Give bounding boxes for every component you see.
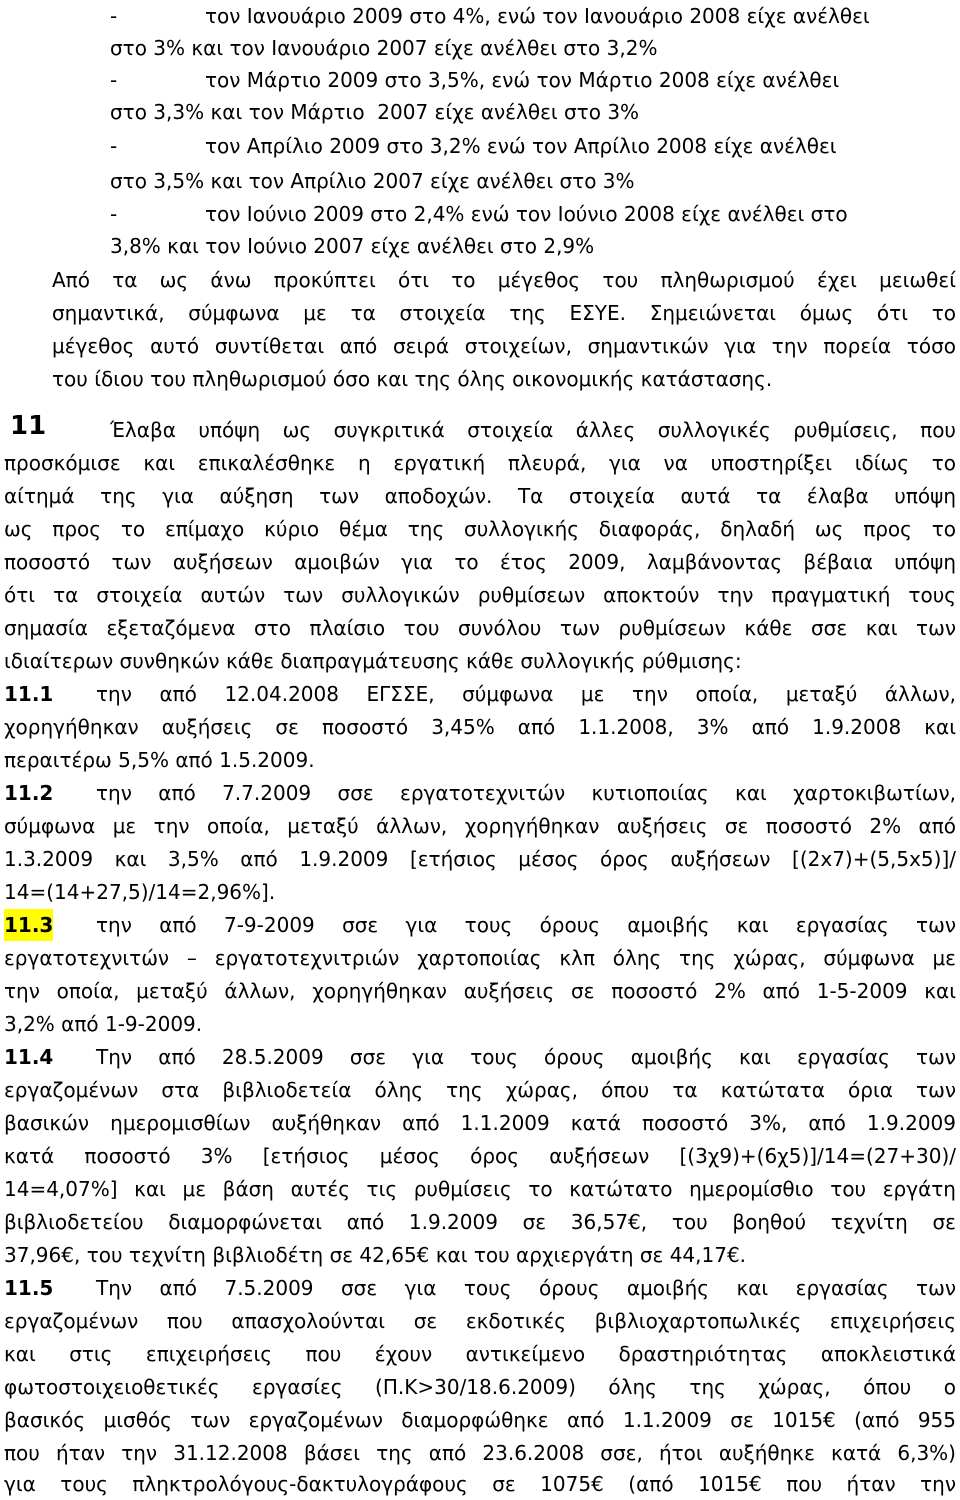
bullet-text-cont: 3,8% και τον Ιούνιο 2007 είχε ανέλθει στο 2,9% <box>110 234 595 258</box>
bullet-text: τον Ιανουάριο 2009 στο 4%, ενώ τον Ιανουάριο 2008 είχε ανέλθει <box>205 4 870 28</box>
item-line: χορηγήθηκαν αυξήσεις σε ποσοστό 3,45% από 1.1.2008, 3% από 1.9.2008 και <box>4 715 956 739</box>
section-line: σημασία εξεταζόμενα στο πλαίσιο του συνόλου των ρυθμίσεων κάθε σσε και των <box>4 616 956 640</box>
item-number: 11.1 <box>4 682 54 706</box>
item-number: 11.5 <box>4 1276 54 1300</box>
bullet-text-cont: στο 3,3% και τον Μάρτιο 2007 είχε ανέλθει στο 3% <box>110 100 640 124</box>
item-number: 11.2 <box>4 781 54 805</box>
paragraph-line: σημαντικά, σύμφωνα με τα στοιχεία της ΕΣΥΕ. Σημειώνεται όμως ότι το <box>52 301 956 325</box>
item-line: 1.3.2009 και 3,5% από 1.9.2009 [ετήσιος μέσος όρος αυξήσεων [(2x7)+(5,5x5)]/ <box>4 847 956 871</box>
item-line: σύμφωνα με την οποία, μεταξύ άλλων, χορηγήθηκαν αυξήσεις σε ποσοστό 2% από <box>4 814 956 838</box>
item-number: 11.4 <box>4 1045 54 1069</box>
bullet-dash: - <box>110 68 118 92</box>
item-line: κατά ποσοστό 3% [ετήσιος μέσος όρος αυξήσεων [(3χ9)+(6χ5)]/14=(27+30)/ <box>4 1144 956 1168</box>
item-line: 3,2% από 1-9-2009. <box>4 1012 203 1036</box>
bullet-dash: - <box>110 4 118 28</box>
item-line: περαιτέρω 5,5% από 1.5.2009. <box>4 748 315 772</box>
bullet-text-cont: στο 3,5% και τον Απρίλιο 2007 είχε ανέλθει στο 3% <box>110 169 635 193</box>
item-line: για τους πληκτρολόγους-δακτυλογράφους σε 1075€ (από 1015€ που ήταν την <box>4 1472 956 1496</box>
item-line: 14=(14+27,5)/14=2,96%]. <box>4 880 276 904</box>
section-number: 11 <box>10 411 47 441</box>
section-line: ως προς το επίμαχο κύριο θέμα της συλλογικής διαφοράς, δηλαδή ως προς το <box>4 517 956 541</box>
item-first-line: Την από 28.5.2009 σσε για τους όρους αμοιβής και εργασίας των <box>96 1045 956 1069</box>
section-first-line: Έλαβα υπόψη ως συγκριτικά στοιχεία άλλες συλλογικές ρυθμίσεις, που <box>110 418 956 442</box>
section-line: ιδιαίτερων συνθηκών κάθε διαπραγμάτευσης κάθε συλλογικής ρύθμισης: <box>4 649 742 673</box>
section-line: ποσοστό των αυξήσεων αμοιβών για το έτος 2009, λαμβάνοντας βέβαια υπόψη <box>4 550 956 574</box>
item-line: εργατοτεχνιτών – εργατοτεχνιτριών χαρτοποιίας κλπ όλης της χώρας, σύμφωνα με <box>4 946 956 970</box>
item-line: βιβλιοδετείου διαμορφώνεται από 1.9.2009 σε 36,57€, του βοηθού τεχνίτη σε <box>4 1210 956 1234</box>
item-first-line: την από 7.7.2009 σσε εργατοτεχνιτών κυτιοποιίας και χαρτοκιβωτίων, <box>96 781 956 805</box>
item-line: εργαζομένων που απασχολούνται σε εκδοτικές βιβλιοχαρτοπωλικές επιχειρήσεις <box>4 1309 956 1333</box>
bullet-dash: - <box>110 134 118 158</box>
item-line: φωτοστοιχειοθετικές εργασίες (Π.Κ>30/18.6.2009) όλης της χώρας, όπου ο <box>4 1375 956 1399</box>
bullet-text: τον Ιούνιο 2009 στο 2,4% ενώ τον Ιούνιο 2008 είχε ανέλθει στο <box>205 202 848 226</box>
item-line: και στις επιχειρήσεις που έχουν αντικείμενο δραστηριότητας αποκλειστικά <box>4 1342 956 1366</box>
bullet-dash: - <box>110 202 118 226</box>
item-line: που ήταν την 31.12.2008 βάσει της από 23.6.2008 σσε, ήτοι αυξήθηκε κατά 6,3%) <box>4 1441 956 1465</box>
paragraph-line: μέγεθος αυτό συντίθεται από σειρά στοιχείων, σημαντικών για την πορεία τόσο <box>52 334 956 358</box>
bullet-text: τον Απρίλιο 2009 στο 3,2% ενώ τον Απρίλιο 2008 είχε ανέλθει <box>205 134 837 158</box>
section-line: ότι τα στοιχεία αυτών των συλλογικών ρυθμίσεων αποκτούν την πραγματική τους <box>4 583 956 607</box>
item-line: 37,96€, του τεχνίτη βιβλιοδέτη σε 42,65€ και του αρχιεργάτη σε 44,17€. <box>4 1243 747 1267</box>
item-first-line: την από 7-9-2009 σσε για τους όρους αμοιβής και εργασίας των <box>96 913 956 937</box>
item-line: βασικός μισθός των εργαζομένων διαμορφώθηκε από 1.1.2009 σε 1015€ (από 955 <box>4 1408 956 1432</box>
bullet-text-cont: στο 3% και τον Ιανουάριο 2007 είχε ανέλθει στο 3,2% <box>110 36 658 60</box>
item-line: εργαζομένων στα βιβλιοδετεία όλης της χώρας, όπου τα κατώτατα όρια των <box>4 1078 956 1102</box>
item-number-highlighted <box>4 909 53 941</box>
section-line: αίτημά της για αύξηση των αποδοχών. Τα στοιχεία αυτά τα έλαβα υπόψη <box>4 484 956 508</box>
item-first-line: την από 12.04.2008 ΕΓΣΣΕ, σύμφωνα με την οποία, μεταξύ άλλων, <box>96 682 956 706</box>
item-line: βασικών ημερομισθίων αυξήθηκαν από 1.1.2009 κατά ποσοστό 3%, από 1.9.2009 <box>4 1111 956 1135</box>
highlight-mark: 11.3 <box>4 909 53 941</box>
paragraph-line: του ίδιου του πληθωρισμού όσο και της όλης οικονομικής κατάστασης. <box>52 367 773 391</box>
item-first-line: Την από 7.5.2009 σσε για τους όρους αμοιβής και εργασίας των <box>96 1276 956 1300</box>
item-line: την οποία, μεταξύ άλλων, χορηγήθηκαν αυξήσεις σε ποσοστό 2% από 1-5-2009 και <box>4 979 956 1003</box>
section-line: προσκόμισε και επικαλέσθηκε η εργατική πλευρά, για να υποστηρίξει ιδίως το <box>4 451 956 475</box>
bullet-text: τον Μάρτιο 2009 στο 3,5%, ενώ τον Μάρτιο 2008 είχε ανέλθει <box>205 68 840 92</box>
item-line: 14=4,07%] και με βάση αυτές τις ρυθμίσεις το κατώτατο ημερομίσθιο του εργάτη <box>4 1177 956 1201</box>
paragraph-line: Από τα ως άνω προκύπτει ότι το μέγεθος του πληθωρισμού έχει μειωθεί <box>52 268 956 292</box>
